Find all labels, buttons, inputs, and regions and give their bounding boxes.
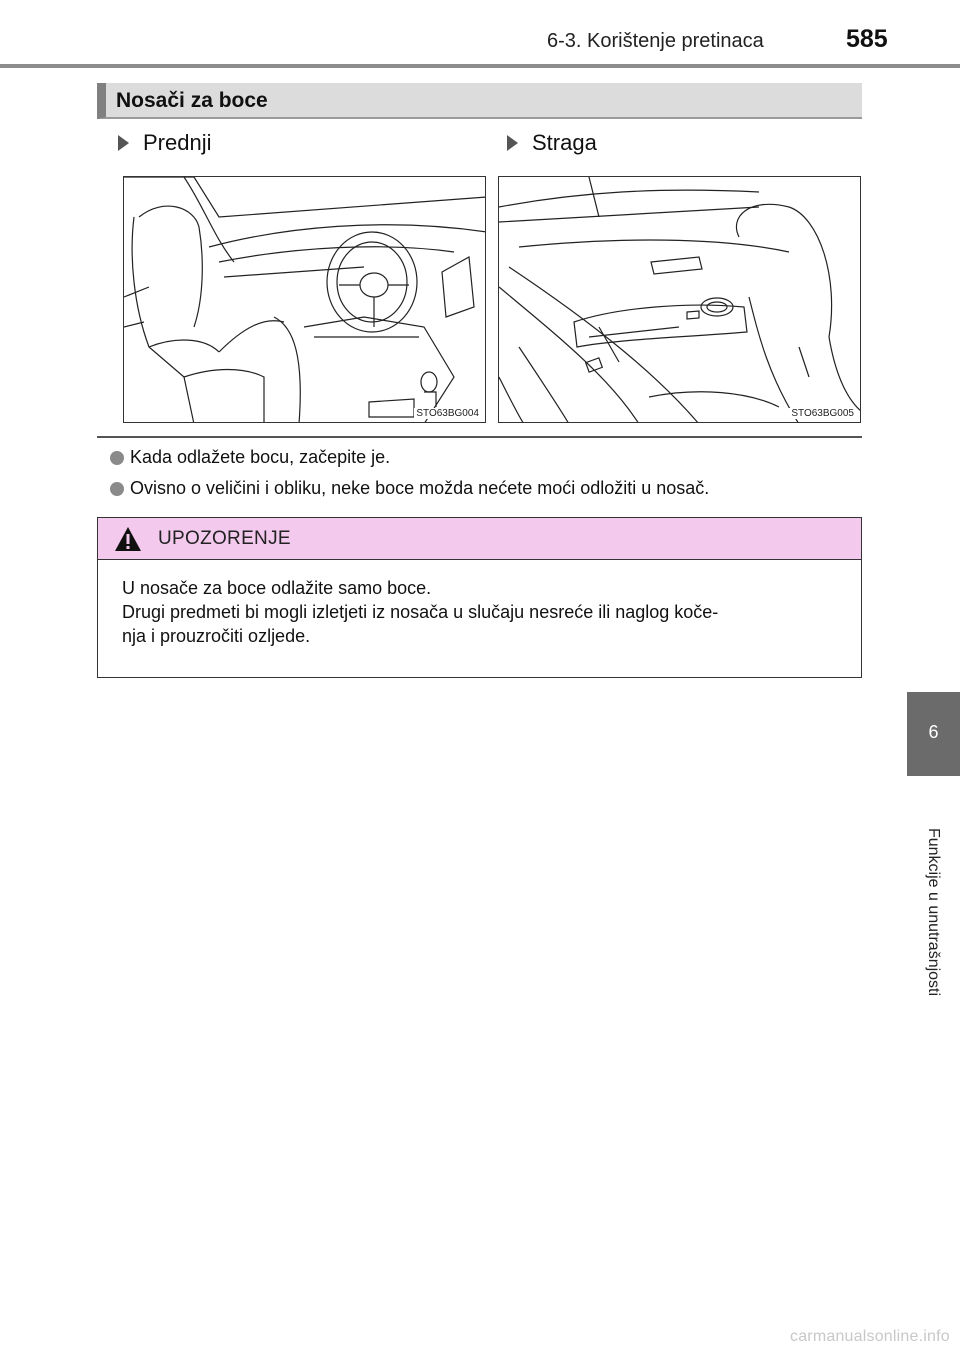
warning-text: U nosače za boce odlažite samo boce. Drugi predmeti bi mogli izletjeti iz nosača u slučaju nesreće ili naglog koče- nja i prouzročiti ozljede. <box>122 578 719 646</box>
chapter-tab-label: Funkcije u unutrašnjosti <box>925 827 942 997</box>
section-heading <box>97 83 862 119</box>
front-figure-code: STO63BG004 <box>416 408 479 419</box>
chapter-tab <box>907 692 960 776</box>
figure-separator <box>97 436 862 438</box>
bullet-dot-icon <box>110 482 124 496</box>
section-title: Nosači za boce <box>116 89 268 112</box>
front-subheading: Prednji <box>118 130 211 156</box>
rear-figure-code: STO63BG005 <box>791 408 854 419</box>
list-item: Kada odlažete bocu, začepite je. <box>110 447 390 468</box>
page-number: 585 <box>846 25 888 53</box>
footer-watermark: carmanualsonline.info <box>790 1328 950 1345</box>
warning-box <box>97 517 862 678</box>
front-bottle-holder-illustration <box>123 176 486 423</box>
chapter-tab-number: 6 <box>928 722 939 742</box>
list-item: Ovisno o veličini i obliku, neke boce možda nećete moći odložiti u nosač. <box>110 478 709 499</box>
chapter-title: 6-3. Korištenje pretinaca <box>547 30 764 52</box>
rear-subheading: Straga <box>507 130 597 156</box>
triangle-right-icon <box>507 135 518 151</box>
warning-triangle-icon <box>114 526 142 552</box>
header-rule <box>0 64 960 68</box>
bullet-dot-icon <box>110 451 124 465</box>
triangle-right-icon <box>118 135 129 151</box>
warning-header <box>98 518 861 560</box>
rear-bottle-holder-illustration <box>498 176 861 423</box>
warning-title: UPOZORENJE <box>158 528 291 549</box>
